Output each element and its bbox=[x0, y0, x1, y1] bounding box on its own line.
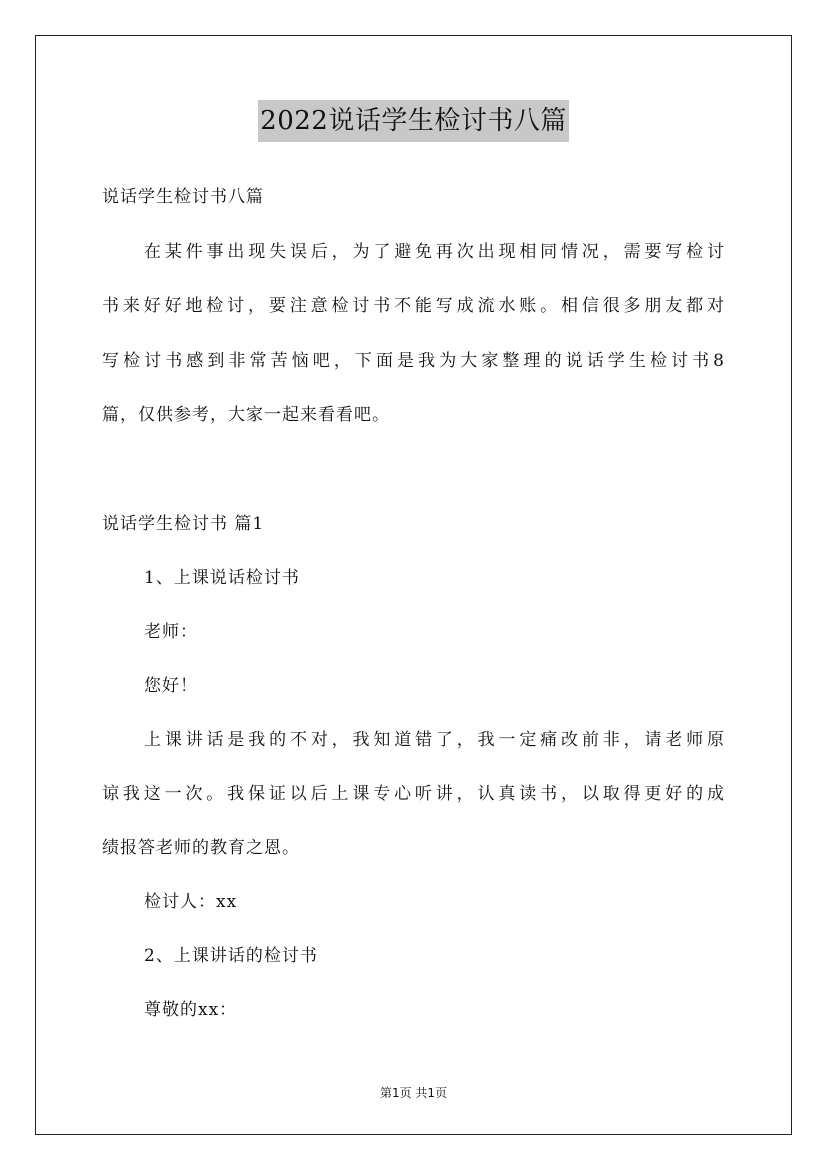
signature: 检讨人：xx bbox=[144, 892, 238, 912]
greeting: 您好！ bbox=[144, 676, 198, 696]
body-line-1: 上课讲话是我的不对，我知道错了，我一定痛改前非，请老师原 bbox=[144, 730, 724, 750]
intro-line-1: 在某件事出现失误后，为了避免再次出现相同情况，需要写检讨 bbox=[144, 242, 724, 262]
body-line-3: 绩报答老师的教育之恩。 bbox=[102, 838, 300, 858]
document-title: 2022说话学生检讨书八篇 bbox=[258, 100, 569, 142]
salutation-2: 尊敬的xx： bbox=[144, 1000, 238, 1020]
intro-line-4: 篇，仅供参考，大家一起来看看吧。 bbox=[102, 405, 390, 425]
item-heading-2: 2、上课讲话的检讨书 bbox=[144, 946, 318, 966]
title-wrap bbox=[0, 100, 827, 142]
section-heading-1: 说话学生检讨书 篇1 bbox=[102, 514, 265, 534]
document-subtitle: 说话学生检讨书八篇 bbox=[102, 187, 264, 207]
item-heading-1: 1、上课说话检讨书 bbox=[144, 568, 300, 588]
salutation: 老师： bbox=[144, 622, 198, 642]
body-line-2: 谅我这一次。我保证以后上课专心听讲，认真读书，以取得更好的成 bbox=[102, 784, 724, 804]
intro-line-3: 写检讨书感到非常苦恼吧，下面是我为大家整理的说话学生检讨书8 bbox=[102, 351, 724, 371]
page-footer: 第1页 共1页 bbox=[379, 1086, 448, 1100]
intro-line-2: 书来好好地检讨，要注意检讨书不能写成流水账。相信很多朋友都对 bbox=[102, 296, 724, 316]
